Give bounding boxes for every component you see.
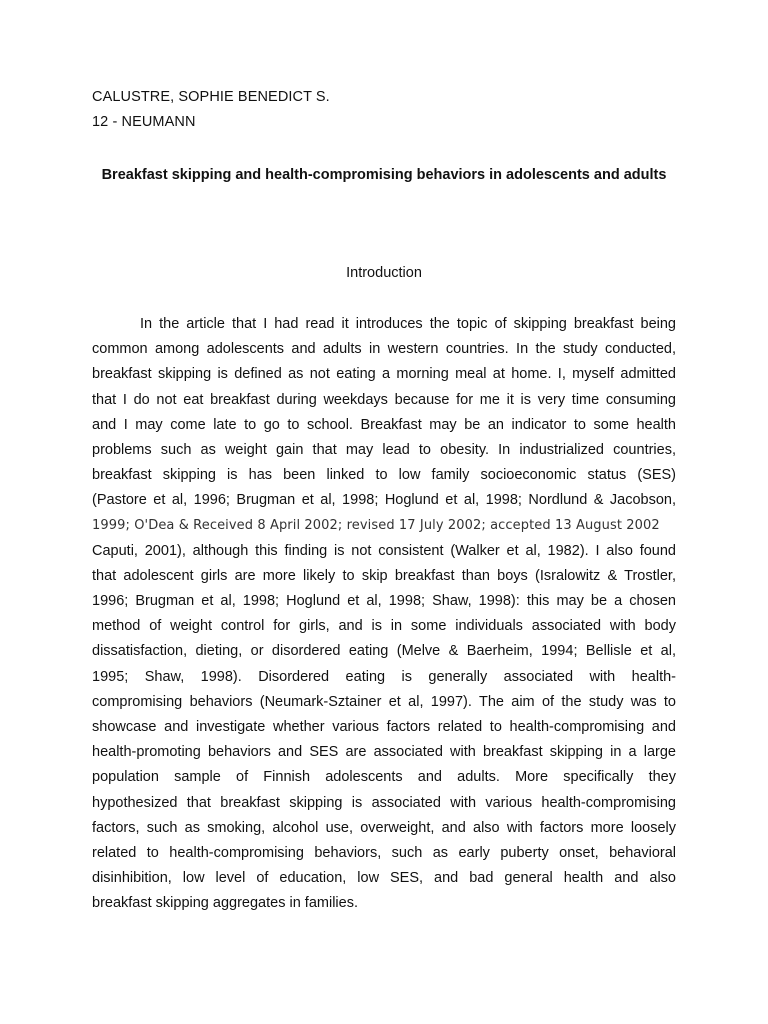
body-line: compromising behaviors (Neumark-Sztainer et al, 1997). The aim of the study was to	[92, 693, 676, 710]
body-line: problems such as weight gain that may lead to obesity. In industrialized countries,	[92, 441, 676, 458]
body-line: factors, such as smoking, alcohol use, overweight, and also with factors more loosely	[92, 819, 676, 836]
body-line: breakfast skipping is has been linked to low family socioeconomic status (SES)	[92, 467, 676, 484]
body-line: In the article that I had read it introduces the topic of skipping breakfast being	[140, 316, 676, 332]
section-heading: Introduction	[346, 265, 422, 281]
body-line: related to health-compromising behaviors, such as early puberty onset, behavioral	[92, 844, 676, 861]
body-line: method of weight control for girls, and is in some individuals associated with body	[92, 618, 676, 635]
body-line: disinhibition, low level of education, low SES, and bad general health and also	[92, 870, 676, 887]
body-line: (Pastore et al, 1996; Brugman et al, 1998; Hoglund et al, 1998; Nordlund & Jacobson,	[92, 492, 676, 509]
section-name: 12 - NEUMANN	[92, 114, 196, 130]
body-line: Caputi, 2001), although this finding is not consistent (Walker et al, 1982). I also found	[92, 542, 676, 559]
body-line: and I may come late to go to school. Breakfast may be an indicator to some health	[92, 416, 676, 433]
body-line: 1995; Shaw, 1998). Disordered eating is generally associated with health-	[92, 668, 676, 685]
body-line: breakfast skipping aggregates in families.	[92, 895, 358, 912]
body-line: dissatisfaction, dieting, or disordered eating (Melve & Baerheim, 1994; Bellisle et al,	[92, 643, 676, 660]
author-name: CALUSTRE, SOPHIE BENEDICT S.	[92, 89, 330, 105]
body-line: health-promoting behaviors and SES are associated with breakfast skipping in a large	[92, 744, 676, 761]
document-title: Breakfast skipping and health-compromising behaviors in adolescents and adults	[101, 167, 667, 183]
body-line: that I do not eat breakfast during weekdays because for me it is very time consuming	[92, 391, 676, 408]
body-line: 1996; Brugman et al, 1998; Hoglund et al, 1998; Shaw, 1998): this may be a chosen	[92, 593, 676, 610]
body-line: common among adolescents and adults in western countries. In the study conducted,	[92, 341, 676, 358]
body-line: that adolescent girls are more likely to skip breakfast than boys (Isralowitz & Trostler,	[92, 567, 676, 584]
body-paragraph	[92, 313, 676, 918]
body-line: showcase and investigate whether various factors related to health-compromising and	[92, 719, 676, 735]
body-line: hypothesized that breakfast skipping is associated with various health-compromising	[92, 794, 676, 811]
body-line: breakfast skipping is defined as not eating a morning meal at home. I, myself admitted	[92, 366, 676, 383]
article-dates-line: 1999; O'Dea & Received 8 April 2002; revised 17 July 2002; accepted 13 August 2002	[92, 517, 660, 533]
body-line: population sample of Finnish adolescents and adults. More specifically they	[92, 769, 676, 786]
